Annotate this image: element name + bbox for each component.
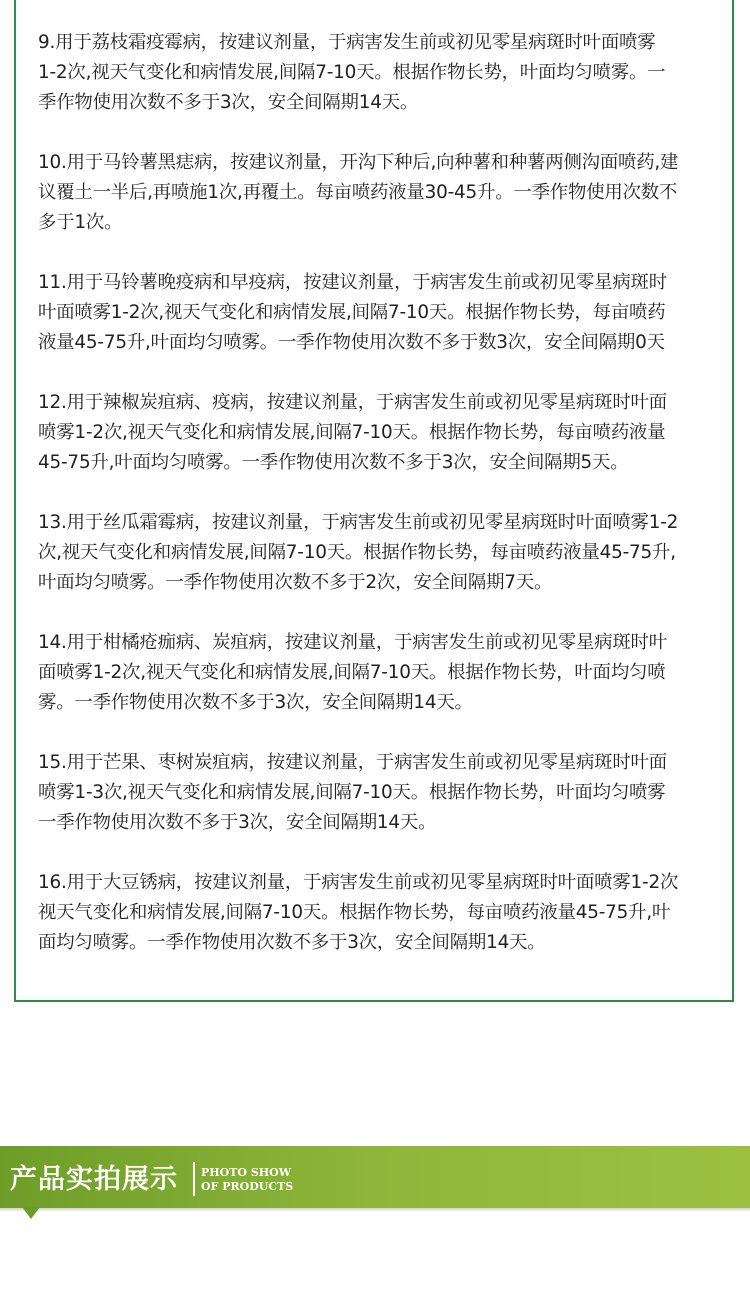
instruction-line: 15.用于芒果、枣树炭疽病，按建议剂量，于病害发生前或初见零星病斑时叶面 (38, 752, 667, 773)
banner-subtitle (201, 1166, 293, 1194)
banner-subtitle-line1: PHOTO SHOW (201, 1166, 292, 1179)
instruction-line: 喷雾1-2次,视天气变化和病情发展,间隔7-10天。根据作物长势，每亩喷药液量 (38, 422, 666, 443)
instruction-line: 次,视天气变化和病情发展,间隔7-10天。根据作物长势，每亩喷药液量45-75升, (38, 542, 676, 563)
instruction-line: 多于1次。 (38, 212, 123, 233)
instruction-line: 面均匀喷雾。一季作物使用次数不多于3次，安全间隔期14天。 (38, 932, 546, 953)
instruction-item-13 (38, 508, 728, 598)
banner-divider (193, 1162, 195, 1196)
banner-title: 产品实拍展示 (10, 1164, 178, 1195)
instruction-item-9 (38, 28, 728, 118)
instruction-item-15 (38, 748, 728, 838)
instruction-line: 一季作物使用次数不多于3次，安全间隔期14天。 (38, 812, 437, 833)
banner-pointer-icon (22, 1207, 40, 1219)
instruction-item-11 (38, 268, 728, 358)
instruction-line: 12.用于辣椒炭疽病、疫病，按建议剂量，于病害发生前或初见零星病斑时叶面 (38, 392, 667, 413)
instruction-item-14 (38, 628, 728, 718)
instruction-line: 9.用于荔枝霜疫霉病，按建议剂量，于病害发生前或初见零星病斑时叶面喷雾 (38, 32, 656, 53)
instruction-line: 10.用于马铃薯黑痣病，按建议剂量，开沟下种后,向种薯和种薯两侧沟面喷药,建 (38, 152, 679, 173)
instruction-line: 叶面均匀喷雾。一季作物使用次数不多于2次，安全间隔期7天。 (38, 572, 553, 593)
instruction-line: 液量45-75升,叶面均匀喷雾。一季作物使用次数不多于数3次，安全间隔期0天 (38, 332, 665, 353)
instructions-box (14, 0, 734, 1002)
instruction-line: 视天气变化和病情发展,间隔7-10天。根据作物长势，每亩喷药液量45-75升,叶 (38, 902, 671, 923)
instruction-line: 14.用于柑橘疮痂病、炭疽病，按建议剂量，于病害发生前或初见零星病斑时叶 (38, 632, 667, 653)
instruction-line: 11.用于马铃薯晚疫病和早疫病，按建议剂量，于病害发生前或初见零星病斑时 (38, 272, 667, 293)
instruction-line: 季作物使用次数不多于3次，安全间隔期14天。 (38, 92, 419, 113)
instruction-item-10 (38, 148, 728, 238)
instruction-line: 面喷雾1-2次,视天气变化和病情发展,间隔7-10天。根据作物长势，叶面均匀喷 (38, 662, 666, 683)
instruction-line: 叶面喷雾1-2次,视天气变化和病情发展,间隔7-10天。根据作物长势，每亩喷药 (38, 302, 666, 323)
instruction-line: 喷雾1-3次,视天气变化和病情发展,间隔7-10天。根据作物长势，叶面均匀喷雾 (38, 782, 666, 803)
instruction-line: 雾。一季作物使用次数不多于3次，安全间隔期14天。 (38, 692, 473, 713)
banner-subtitle-line2: OF PRODUCTS (201, 1180, 294, 1193)
instruction-line: 13.用于丝瓜霜霉病，按建议剂量，于病害发生前或初见零星病斑时叶面喷雾1-2 (38, 512, 679, 533)
instruction-line: 16.用于大豆锈病，按建议剂量，于病害发生前或初见零星病斑时叶面喷雾1-2次 (38, 872, 679, 893)
instruction-item-12 (38, 388, 728, 478)
instruction-line: 45-75升,叶面均匀喷雾。一季作物使用次数不多于3次，安全间隔期5天。 (38, 452, 629, 473)
instruction-line: 1-2次,视天气变化和病情发展,间隔7-10天。根据作物长势，叶面均匀喷雾。一 (38, 62, 666, 83)
instruction-item-16 (38, 868, 728, 958)
instruction-line: 议覆土一半后,再喷施1次,再覆土。每亩喷药液量30-45升。一季作物使用次数不 (38, 182, 678, 203)
banner-shadow (0, 1208, 750, 1212)
